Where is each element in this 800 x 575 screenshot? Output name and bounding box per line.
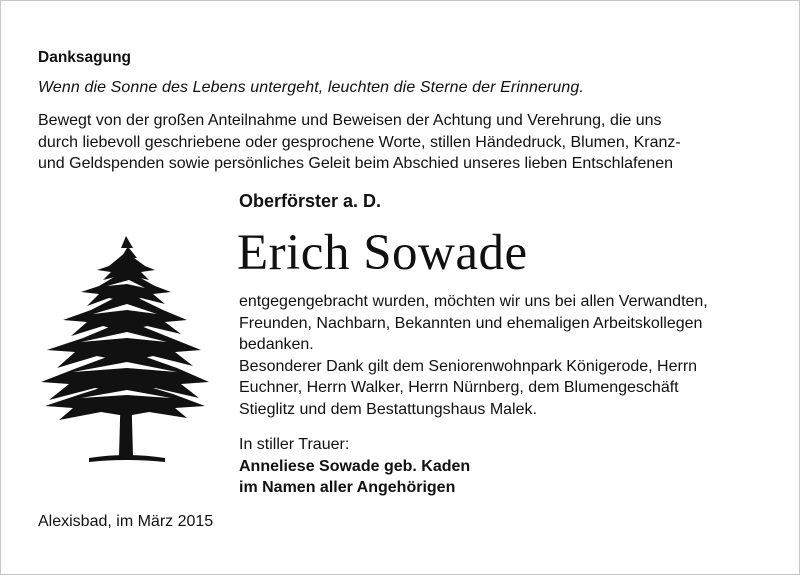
body-line: entgegengebracht wurden, möchten wir uns bei allen Verwandten,: [239, 293, 708, 310]
deceased-title: Oberförster a. D.: [239, 191, 382, 211]
place-date: Alexisbad, im März 2015: [38, 513, 214, 530]
mourning-label: In stiller Trauer:: [239, 436, 350, 453]
body-line: Stieglitz und dem Bestattungshaus Malek.: [239, 400, 537, 418]
intro-line: durch liebevoll geschriebene oder gesprochene Worte, stillen Händedruck, Blumen, Kranz-: [38, 133, 681, 151]
intro-line: und Geldspenden sowie persönliches Geleit beim Abschied unseres lieben Entschlafenen: [38, 155, 674, 172]
body-line: Euchner, Herrn Walker, Herrn Nürnberg, dem Blumengeschäft: [239, 379, 679, 396]
motto-quote: Wenn die Sonne des Lebens untergeht, leuchten die Sterne der Erinnerung.: [38, 79, 584, 96]
intro-paragraph: [38, 110, 778, 175]
body-line: Freunden, Nachbarn, Bekannten und ehemaligen Arbeitskollegen: [239, 314, 703, 332]
mourner-relatives: im Namen aller Angehörigen: [239, 479, 456, 496]
mourner-name: Anneliese Sowade geb. Kaden: [239, 457, 471, 475]
conifer-tree-icon: [37, 234, 215, 466]
deceased-name: Erich Sowade: [237, 225, 528, 281]
body-line: Besonderer Dank gilt dem Seniorenwohnpark Königerode, Herrn: [239, 357, 698, 375]
mourners-block: [239, 434, 470, 499]
heading: Danksagung: [38, 49, 132, 66]
body-paragraph: [239, 291, 784, 420]
intro-line: Bewegt von der großen Anteilnahme und Beweisen der Achtung und Verehrung, die uns: [38, 112, 662, 129]
body-line: bedanken.: [239, 336, 314, 353]
